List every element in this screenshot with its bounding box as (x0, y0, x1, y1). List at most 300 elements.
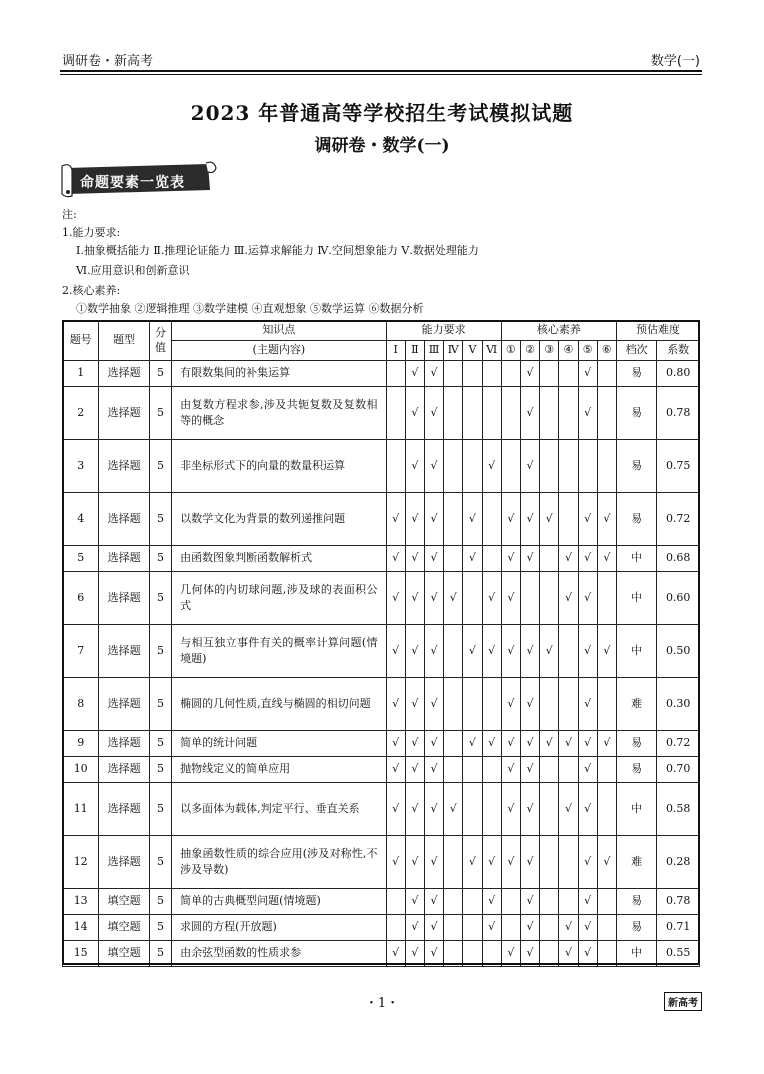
core-check-cell (559, 493, 578, 546)
row-type: 选择题 (99, 836, 150, 889)
row-type: 选择题 (99, 440, 150, 493)
row-score: 5 (149, 572, 171, 625)
table-row (63, 493, 700, 546)
core-check-cell: √ (559, 731, 578, 757)
ability-check-cell: √ (463, 625, 482, 678)
table-row (63, 440, 700, 493)
ability-check-cell: √ (424, 836, 443, 889)
note-item1: 1.能力要求: (62, 226, 121, 239)
ability-check-cell (444, 757, 463, 783)
table-header-row (63, 321, 700, 341)
core-check-cell: √ (520, 546, 539, 572)
core-check-cell: √ (597, 625, 616, 678)
header-rule-thin (60, 74, 702, 75)
table-row (63, 941, 700, 967)
table-row (63, 678, 700, 731)
core-check-cell: √ (520, 625, 539, 678)
core-check-cell: √ (520, 678, 539, 731)
row-knowledge-point: 简单的统计问题 (172, 731, 386, 757)
row-type: 选择题 (99, 678, 150, 731)
row-num: 9 (63, 731, 99, 757)
core-check-cell (597, 440, 616, 493)
ability-check-cell (463, 757, 482, 783)
ability-check-cell (444, 493, 463, 546)
row-level: 难 (616, 836, 656, 889)
row-coef: 0.30 (657, 678, 700, 731)
core-check-cell (559, 440, 578, 493)
core-check-cell: √ (578, 941, 597, 967)
table-row (63, 572, 700, 625)
row-num: 3 (63, 440, 99, 493)
core-check-cell (559, 361, 578, 387)
page-number: ・1・ (364, 996, 400, 1011)
header-core-col: ② (520, 341, 539, 361)
ability-check-cell: √ (386, 493, 405, 546)
core-check-cell (540, 757, 559, 783)
row-knowledge-point: 以数学文化为背景的数列递推问题 (172, 493, 386, 546)
ability-check-cell: √ (405, 625, 424, 678)
core-check-cell: √ (520, 440, 539, 493)
header-est: 预估难度 (616, 321, 699, 341)
header-ability-col: Ⅳ (444, 341, 463, 361)
page-title: 2023 年普通高等学校招生考试模拟试题 (190, 101, 574, 125)
core-check-cell: √ (520, 387, 539, 440)
core-check-cell: √ (520, 915, 539, 941)
ability-check-cell: √ (405, 889, 424, 915)
ability-check-cell: √ (444, 783, 463, 836)
ability-check-cell: √ (405, 572, 424, 625)
row-score: 5 (149, 387, 171, 440)
core-check-cell: √ (559, 546, 578, 572)
core-check-cell: √ (559, 915, 578, 941)
ability-check-cell: √ (424, 783, 443, 836)
core-check-cell: √ (578, 572, 597, 625)
header-kp-sub: (主题内容) (172, 341, 386, 361)
note-item1-line1: Ⅰ.抽象概括能力 Ⅱ.推理论证能力 Ⅲ.运算求解能力 Ⅳ.空间想象能力 Ⅴ.数据处理能力 (76, 244, 479, 257)
row-coef: 0.80 (657, 361, 700, 387)
row-num: 1 (63, 361, 99, 387)
ability-check-cell: √ (463, 731, 482, 757)
header-ability-col: Ⅵ (482, 341, 501, 361)
row-coef: 0.75 (657, 440, 700, 493)
footer-badge: 新高考 (664, 992, 702, 1011)
ability-check-cell (444, 836, 463, 889)
core-check-cell: √ (501, 836, 520, 889)
ability-check-cell: √ (482, 836, 501, 889)
banner-title: 命题要素一览表 (80, 175, 185, 191)
core-check-cell (597, 783, 616, 836)
row-num: 8 (63, 678, 99, 731)
core-check-cell: √ (501, 941, 520, 967)
row-coef: 0.70 (657, 757, 700, 783)
ability-check-cell: √ (424, 731, 443, 757)
row-coef: 0.28 (657, 836, 700, 889)
page-subtitle: 调研卷・数学(一) (314, 136, 450, 156)
elements-table (62, 320, 700, 967)
table-row (63, 757, 700, 783)
row-level: 易 (616, 915, 656, 941)
row-score: 5 (149, 836, 171, 889)
row-knowledge-point: 几何体的内切球问题,涉及球的表面积公式 (172, 572, 386, 625)
core-check-cell (597, 757, 616, 783)
table-row (63, 783, 700, 836)
core-check-cell (597, 941, 616, 967)
row-knowledge-point: 椭圆的几何性质,直线与椭圆的相切问题 (172, 678, 386, 731)
row-score: 5 (149, 546, 171, 572)
row-coef: 0.50 (657, 625, 700, 678)
ability-check-cell (482, 783, 501, 836)
ability-check-cell: √ (405, 678, 424, 731)
core-check-cell: √ (520, 731, 539, 757)
row-knowledge-point: 简单的古典概型问题(情境题) (172, 889, 386, 915)
core-check-cell (597, 361, 616, 387)
ability-check-cell (386, 915, 405, 941)
row-level: 难 (616, 678, 656, 731)
row-knowledge-point: 与相互独立事件有关的概率计算问题(情境题) (172, 625, 386, 678)
core-check-cell: √ (520, 889, 539, 915)
ability-check-cell (444, 387, 463, 440)
core-check-cell: √ (501, 731, 520, 757)
row-type: 选择题 (99, 493, 150, 546)
ability-check-cell: √ (424, 440, 443, 493)
core-check-cell: √ (501, 625, 520, 678)
row-level: 中 (616, 572, 656, 625)
ability-check-cell: √ (424, 941, 443, 967)
header-ability-col: Ⅱ (405, 341, 424, 361)
ability-check-cell: √ (424, 493, 443, 546)
ability-check-cell (463, 678, 482, 731)
ability-check-cell: √ (405, 915, 424, 941)
row-knowledge-point: 由复数方程求参,涉及共轭复数及复数相等的概念 (172, 387, 386, 440)
ability-check-cell: √ (405, 731, 424, 757)
table-row (63, 361, 700, 387)
ability-check-cell (463, 941, 482, 967)
core-check-cell: √ (578, 387, 597, 440)
ability-check-cell: √ (405, 783, 424, 836)
ability-check-cell: √ (424, 546, 443, 572)
row-level: 易 (616, 387, 656, 440)
ability-check-cell: √ (405, 361, 424, 387)
row-num: 7 (63, 625, 99, 678)
core-check-cell (540, 361, 559, 387)
core-check-cell: √ (520, 836, 539, 889)
core-check-cell (559, 757, 578, 783)
row-knowledge-point: 由函数图象判断函数解析式 (172, 546, 386, 572)
row-score: 5 (149, 440, 171, 493)
header-score: 分值 (149, 321, 171, 361)
header-kp: 知识点 (172, 321, 386, 341)
row-type: 选择题 (99, 625, 150, 678)
row-knowledge-point: 求圆的方程(开放题) (172, 915, 386, 941)
core-check-cell: √ (578, 731, 597, 757)
ability-check-cell (463, 361, 482, 387)
table-row (63, 731, 700, 757)
core-check-cell (597, 387, 616, 440)
header-core-col: ⑥ (597, 341, 616, 361)
row-score: 5 (149, 915, 171, 941)
ability-check-cell: √ (482, 915, 501, 941)
core-check-cell: √ (578, 678, 597, 731)
ability-check-cell (386, 440, 405, 493)
header-core: 核心素养 (501, 321, 616, 341)
row-num: 5 (63, 546, 99, 572)
header-core-col: ③ (540, 341, 559, 361)
row-coef: 0.60 (657, 572, 700, 625)
ability-check-cell: √ (386, 572, 405, 625)
ability-check-cell (444, 440, 463, 493)
core-check-cell: √ (501, 757, 520, 783)
ability-check-cell (482, 493, 501, 546)
row-type: 选择题 (99, 572, 150, 625)
core-check-cell: √ (520, 783, 539, 836)
row-knowledge-point: 非坐标形式下的向量的数量积运算 (172, 440, 386, 493)
row-type: 选择题 (99, 546, 150, 572)
ability-check-cell (463, 889, 482, 915)
ability-check-cell (386, 889, 405, 915)
ability-check-cell: √ (405, 546, 424, 572)
core-check-cell: √ (578, 625, 597, 678)
core-check-cell: √ (501, 783, 520, 836)
row-type: 选择题 (99, 361, 150, 387)
row-score: 5 (149, 625, 171, 678)
ability-check-cell: √ (405, 941, 424, 967)
row-coef: 0.58 (657, 783, 700, 836)
header-left: 调研卷・新高考 (62, 54, 154, 69)
core-check-cell: √ (520, 493, 539, 546)
table-row (63, 915, 700, 941)
ability-check-cell (482, 546, 501, 572)
ability-check-cell (463, 572, 482, 625)
ability-check-cell: √ (386, 625, 405, 678)
row-score: 5 (149, 731, 171, 757)
table-row (63, 625, 700, 678)
ability-check-cell: √ (463, 493, 482, 546)
ability-check-cell: √ (405, 387, 424, 440)
row-score: 5 (149, 783, 171, 836)
row-coef: 0.68 (657, 546, 700, 572)
core-check-cell (540, 572, 559, 625)
row-coef: 0.72 (657, 731, 700, 757)
ability-check-cell: √ (386, 546, 405, 572)
core-check-cell (520, 572, 539, 625)
header-core-col: ⑤ (578, 341, 597, 361)
row-num: 4 (63, 493, 99, 546)
ability-check-cell (386, 387, 405, 440)
core-check-cell (501, 387, 520, 440)
row-knowledge-point: 由余弦型函数的性质求参 (172, 941, 386, 967)
ability-check-cell: √ (405, 836, 424, 889)
ability-check-cell (463, 440, 482, 493)
header-coef: 系数 (657, 341, 700, 361)
core-check-cell: √ (501, 493, 520, 546)
row-knowledge-point: 抛物线定义的简单应用 (172, 757, 386, 783)
core-check-cell: √ (578, 546, 597, 572)
core-check-cell: √ (578, 915, 597, 941)
ability-check-cell: √ (424, 625, 443, 678)
ability-check-cell (444, 915, 463, 941)
row-num: 13 (63, 889, 99, 915)
row-level: 易 (616, 889, 656, 915)
ability-check-cell (444, 678, 463, 731)
row-level: 中 (616, 625, 656, 678)
note-label: 注: (62, 208, 77, 221)
header-ability: 能力要求 (386, 321, 501, 341)
core-check-cell (540, 941, 559, 967)
core-check-cell (501, 440, 520, 493)
row-level: 易 (616, 440, 656, 493)
ability-check-cell (482, 757, 501, 783)
row-num: 11 (63, 783, 99, 836)
ability-check-cell: √ (424, 572, 443, 625)
row-knowledge-point: 有限数集间的补集运算 (172, 361, 386, 387)
table-row (63, 836, 700, 889)
note-item2-line1: ①数学抽象 ②逻辑推理 ③数学建模 ④直观想象 ⑤数学运算 ⑥数据分析 (76, 302, 424, 315)
core-check-cell (559, 625, 578, 678)
ability-check-cell (444, 361, 463, 387)
row-type: 选择题 (99, 757, 150, 783)
ability-check-cell (386, 361, 405, 387)
ability-check-cell: √ (386, 678, 405, 731)
ability-check-cell: √ (386, 836, 405, 889)
row-coef: 0.71 (657, 915, 700, 941)
core-check-cell (597, 678, 616, 731)
ability-check-cell: √ (405, 757, 424, 783)
core-check-cell: √ (540, 731, 559, 757)
row-level: 中 (616, 941, 656, 967)
core-check-cell (559, 889, 578, 915)
core-check-cell (559, 678, 578, 731)
row-knowledge-point: 抽象函数性质的综合应用(涉及对称性,不涉及导数) (172, 836, 386, 889)
core-check-cell: √ (520, 757, 539, 783)
table-row (63, 889, 700, 915)
ability-check-cell: √ (463, 836, 482, 889)
row-score: 5 (149, 678, 171, 731)
ability-check-cell (444, 731, 463, 757)
core-check-cell (540, 678, 559, 731)
core-check-cell (540, 836, 559, 889)
row-num: 10 (63, 757, 99, 783)
core-check-cell (540, 889, 559, 915)
core-check-cell (578, 440, 597, 493)
row-num: 6 (63, 572, 99, 625)
core-check-cell: √ (520, 361, 539, 387)
header-rule-thick (60, 70, 702, 72)
row-coef: 0.78 (657, 889, 700, 915)
core-check-cell: √ (501, 572, 520, 625)
row-num: 14 (63, 915, 99, 941)
header-ability-col: Ⅰ (386, 341, 405, 361)
core-check-cell: √ (540, 493, 559, 546)
ability-check-cell (444, 546, 463, 572)
row-level: 中 (616, 783, 656, 836)
row-score: 5 (149, 493, 171, 546)
row-type: 填空题 (99, 915, 150, 941)
core-check-cell: √ (501, 546, 520, 572)
core-check-cell (559, 836, 578, 889)
core-check-cell (540, 440, 559, 493)
row-coef: 0.55 (657, 941, 700, 967)
core-check-cell: √ (559, 572, 578, 625)
core-check-cell (540, 387, 559, 440)
core-check-cell: √ (559, 941, 578, 967)
core-check-cell: √ (597, 731, 616, 757)
row-type: 选择题 (99, 731, 150, 757)
core-check-cell (501, 889, 520, 915)
core-check-cell: √ (520, 941, 539, 967)
row-level: 易 (616, 731, 656, 757)
ability-check-cell (463, 783, 482, 836)
core-check-cell (559, 387, 578, 440)
core-check-cell (597, 889, 616, 915)
core-check-cell: √ (578, 783, 597, 836)
ability-check-cell: √ (424, 889, 443, 915)
ability-check-cell (444, 889, 463, 915)
header-right: 数学(一) (650, 54, 700, 69)
core-check-cell (540, 915, 559, 941)
core-check-cell: √ (578, 361, 597, 387)
core-check-cell: √ (559, 783, 578, 836)
header-ability-col: Ⅴ (463, 341, 482, 361)
row-num: 2 (63, 387, 99, 440)
core-check-cell (501, 915, 520, 941)
ability-check-cell: √ (424, 678, 443, 731)
row-knowledge-point: 以多面体为载体,判定平行、垂直关系 (172, 783, 386, 836)
core-check-cell (597, 572, 616, 625)
ability-check-cell: √ (386, 783, 405, 836)
row-level: 中 (616, 546, 656, 572)
ability-check-cell: √ (424, 387, 443, 440)
table-row (63, 546, 700, 572)
row-num: 15 (63, 941, 99, 967)
ability-check-cell: √ (444, 572, 463, 625)
core-check-cell: √ (540, 625, 559, 678)
row-score: 5 (149, 941, 171, 967)
row-type: 填空题 (99, 889, 150, 915)
ability-check-cell (482, 387, 501, 440)
core-check-cell (540, 546, 559, 572)
header-ability-col: Ⅲ (424, 341, 443, 361)
core-check-cell (540, 783, 559, 836)
ability-check-cell: √ (463, 546, 482, 572)
ability-check-cell (463, 387, 482, 440)
header-core-col: ④ (559, 341, 578, 361)
row-score: 5 (149, 757, 171, 783)
row-level: 易 (616, 757, 656, 783)
row-level: 易 (616, 493, 656, 546)
core-check-cell: √ (578, 757, 597, 783)
ability-check-cell (444, 625, 463, 678)
row-score: 5 (149, 889, 171, 915)
core-check-cell (597, 915, 616, 941)
row-type: 选择题 (99, 387, 150, 440)
core-check-cell: √ (501, 678, 520, 731)
row-type: 填空题 (99, 941, 150, 967)
ability-check-cell: √ (405, 440, 424, 493)
ability-check-cell: √ (424, 757, 443, 783)
ability-check-cell (482, 678, 501, 731)
note-item1-line2: Ⅵ.应用意识和创新意识 (76, 264, 190, 277)
ability-check-cell: √ (405, 493, 424, 546)
ability-check-cell: √ (482, 440, 501, 493)
note-item2: 2.核心素养: (62, 284, 121, 297)
header-type: 题型 (99, 321, 150, 361)
ability-check-cell: √ (386, 941, 405, 967)
row-type: 选择题 (99, 783, 150, 836)
ability-check-cell: √ (424, 361, 443, 387)
header-num: 题号 (63, 321, 99, 361)
core-check-cell: √ (597, 546, 616, 572)
row-num: 12 (63, 836, 99, 889)
